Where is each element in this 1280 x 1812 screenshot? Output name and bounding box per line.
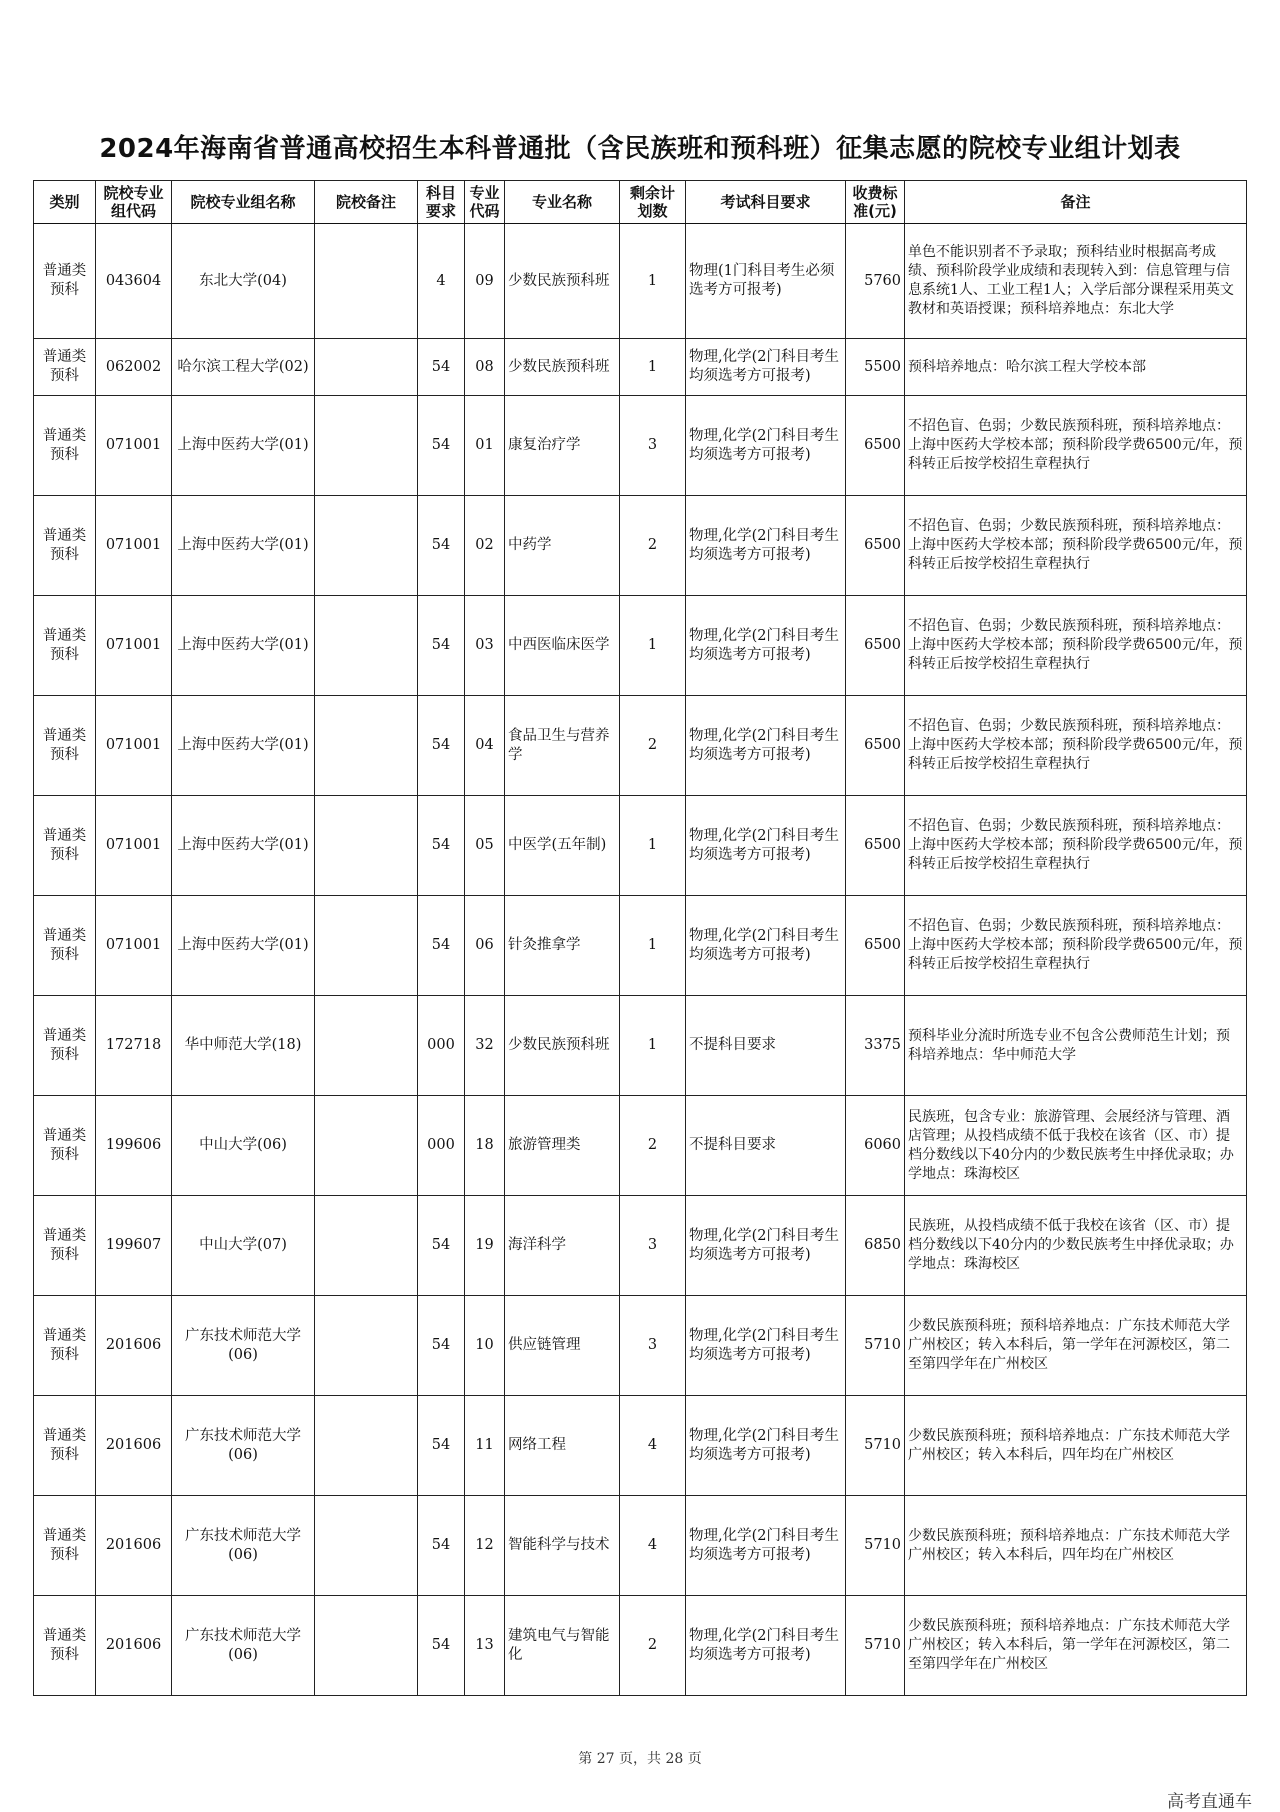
note-cell: 不招色盲、色弱；少数民族预科班，预科培养地点：上海中医药大学校本部；预科阶段学费6500元/年，预科转正后按学校招生章程执行 bbox=[905, 496, 1247, 596]
group-code-cell: 071001 bbox=[96, 396, 172, 496]
major-code-cell: 12 bbox=[465, 1496, 505, 1596]
exam-req-cell: 物理,化学(2门科目考生均须选考方可报考) bbox=[686, 339, 846, 396]
fee-cell: 5760 bbox=[846, 224, 905, 339]
note-cell: 不招色盲、色弱；少数民族预科班，预科培养地点：上海中医药大学校本部；预科阶段学费6500元/年，预科转正后按学校招生章程执行 bbox=[905, 396, 1247, 496]
major-name-cell: 旅游管理类 bbox=[505, 1096, 620, 1196]
table-row bbox=[34, 596, 1247, 696]
exam-req-cell: 物理,化学(2门科目考生均须选考方可报考) bbox=[686, 596, 846, 696]
major-code-cell: 08 bbox=[465, 339, 505, 396]
table-row bbox=[34, 224, 1247, 339]
fee-cell: 5710 bbox=[846, 1496, 905, 1596]
exam-req-cell: 物理,化学(2门科目考生均须选考方可报考) bbox=[686, 1196, 846, 1296]
group-name-cell: 上海中医药大学(01) bbox=[172, 596, 315, 696]
table-row bbox=[34, 1096, 1247, 1196]
category-cell: 普通类预科 bbox=[34, 396, 96, 496]
category-cell: 普通类预科 bbox=[34, 696, 96, 796]
major-code-cell: 02 bbox=[465, 496, 505, 596]
exam-req-cell: 物理,化学(2门科目考生均须选考方可报考) bbox=[686, 796, 846, 896]
subject-req-cell: 54 bbox=[418, 1496, 465, 1596]
group-code-cell: 201606 bbox=[96, 1396, 172, 1496]
major-code-cell: 05 bbox=[465, 796, 505, 896]
major-code-cell: 13 bbox=[465, 1596, 505, 1696]
group-name-cell: 上海中医药大学(01) bbox=[172, 896, 315, 996]
major-code-cell: 06 bbox=[465, 896, 505, 996]
school-note-cell bbox=[315, 339, 418, 396]
subject-req-cell: 000 bbox=[418, 996, 465, 1096]
column-header: 剩余计划数 bbox=[620, 181, 686, 224]
group-name-cell: 华中师范大学(18) bbox=[172, 996, 315, 1096]
major-name-cell: 康复治疗学 bbox=[505, 396, 620, 496]
exam-req-cell: 不提科目要求 bbox=[686, 996, 846, 1096]
school-note-cell bbox=[315, 996, 418, 1096]
group-name-cell: 中山大学(06) bbox=[172, 1096, 315, 1196]
major-code-cell: 11 bbox=[465, 1396, 505, 1496]
column-header: 备注 bbox=[905, 181, 1247, 224]
remaining-cell: 4 bbox=[620, 1496, 686, 1596]
note-cell: 单色不能识别者不予录取；预科结业时根据高考成绩、预科阶段学业成绩和表现转入到：信息管理与信息系统1人、工业工程1人；入学后部分课程采用英文教材和英语授课；预科培养地点：东北大学 bbox=[905, 224, 1247, 339]
table-row bbox=[34, 1296, 1247, 1396]
fee-cell: 6500 bbox=[846, 396, 905, 496]
major-name-cell: 食品卫生与营养学 bbox=[505, 696, 620, 796]
category-cell: 普通类预科 bbox=[34, 1396, 96, 1496]
group-code-cell: 199607 bbox=[96, 1196, 172, 1296]
remaining-cell: 1 bbox=[620, 224, 686, 339]
category-cell: 普通类预科 bbox=[34, 1096, 96, 1196]
group-code-cell: 071001 bbox=[96, 896, 172, 996]
major-code-cell: 10 bbox=[465, 1296, 505, 1396]
major-name-cell: 中西医临床医学 bbox=[505, 596, 620, 696]
column-header: 考试科目要求 bbox=[686, 181, 846, 224]
remaining-cell: 4 bbox=[620, 1396, 686, 1496]
fee-cell: 6500 bbox=[846, 696, 905, 796]
major-code-cell: 03 bbox=[465, 596, 505, 696]
category-cell: 普通类预科 bbox=[34, 896, 96, 996]
major-name-cell: 供应链管理 bbox=[505, 1296, 620, 1396]
group-name-cell: 哈尔滨工程大学(02) bbox=[172, 339, 315, 396]
note-cell: 民族班，包含专业：旅游管理、会展经济与管理、酒店管理；从投档成绩不低于我校在该省（区、市）提档分数线以下40分内的少数民族考生中择优录取；办学地点：珠海校区 bbox=[905, 1096, 1247, 1196]
category-cell: 普通类预科 bbox=[34, 339, 96, 396]
remaining-cell: 2 bbox=[620, 1596, 686, 1696]
column-header: 院校备注 bbox=[315, 181, 418, 224]
group-name-cell: 中山大学(07) bbox=[172, 1196, 315, 1296]
table-row bbox=[34, 1196, 1247, 1296]
subject-req-cell: 54 bbox=[418, 1296, 465, 1396]
remaining-cell: 2 bbox=[620, 696, 686, 796]
school-note-cell bbox=[315, 1096, 418, 1196]
table-row bbox=[34, 996, 1247, 1096]
fee-cell: 6500 bbox=[846, 796, 905, 896]
remaining-cell: 1 bbox=[620, 596, 686, 696]
exam-req-cell: 物理,化学(2门科目考生均须选考方可报考) bbox=[686, 896, 846, 996]
remaining-cell: 3 bbox=[620, 1296, 686, 1396]
fee-cell: 5500 bbox=[846, 339, 905, 396]
subject-req-cell: 54 bbox=[418, 696, 465, 796]
table-row bbox=[34, 1496, 1247, 1596]
group-name-cell: 广东技术师范大学(06) bbox=[172, 1496, 315, 1596]
major-code-cell: 32 bbox=[465, 996, 505, 1096]
major-code-cell: 19 bbox=[465, 1196, 505, 1296]
column-header: 收费标准(元) bbox=[846, 181, 905, 224]
major-code-cell: 09 bbox=[465, 224, 505, 339]
table-row bbox=[34, 396, 1247, 496]
exam-req-cell: 物理,化学(2门科目考生均须选考方可报考) bbox=[686, 1496, 846, 1596]
subject-req-cell: 54 bbox=[418, 1596, 465, 1696]
group-code-cell: 172718 bbox=[96, 996, 172, 1096]
exam-req-cell: 物理,化学(2门科目考生均须选考方可报考) bbox=[686, 1396, 846, 1496]
subject-req-cell: 4 bbox=[418, 224, 465, 339]
category-cell: 普通类预科 bbox=[34, 596, 96, 696]
exam-req-cell: 物理,化学(2门科目考生均须选考方可报考) bbox=[686, 396, 846, 496]
note-cell: 少数民族预科班；预科培养地点：广东技术师范大学广州校区；转入本科后，四年均在广州校区 bbox=[905, 1496, 1247, 1596]
group-name-cell: 广东技术师范大学(06) bbox=[172, 1396, 315, 1496]
page-footer: 第 27 页，共 28 页 bbox=[578, 1751, 702, 1767]
remaining-cell: 2 bbox=[620, 1096, 686, 1196]
group-name-cell: 上海中医药大学(01) bbox=[172, 496, 315, 596]
table-row bbox=[34, 496, 1247, 596]
note-cell: 不招色盲、色弱；少数民族预科班，预科培养地点：上海中医药大学校本部；预科阶段学费6500元/年，预科转正后按学校招生章程执行 bbox=[905, 796, 1247, 896]
column-header: 类别 bbox=[34, 181, 96, 224]
table-row bbox=[34, 796, 1247, 896]
group-name-cell: 上海中医药大学(01) bbox=[172, 696, 315, 796]
column-header: 专业名称 bbox=[505, 181, 620, 224]
column-header: 院校专业组名称 bbox=[172, 181, 315, 224]
group-code-cell: 071001 bbox=[96, 696, 172, 796]
remaining-cell: 2 bbox=[620, 496, 686, 596]
group-code-cell: 062002 bbox=[96, 339, 172, 396]
group-code-cell: 201606 bbox=[96, 1596, 172, 1696]
major-name-cell: 针灸推拿学 bbox=[505, 896, 620, 996]
column-header: 专业代码 bbox=[465, 181, 505, 224]
table-row bbox=[34, 696, 1247, 796]
school-note-cell bbox=[315, 796, 418, 896]
table-row bbox=[34, 896, 1247, 996]
school-note-cell bbox=[315, 1396, 418, 1496]
group-code-cell: 201606 bbox=[96, 1296, 172, 1396]
fee-cell: 6500 bbox=[846, 896, 905, 996]
table-body bbox=[34, 224, 1247, 1696]
major-name-cell: 网络工程 bbox=[505, 1396, 620, 1496]
note-cell: 少数民族预科班；预科培养地点：广东技术师范大学广州校区；转入本科后，第一学年在河源校区，第二至第四学年在广州校区 bbox=[905, 1596, 1247, 1696]
remaining-cell: 1 bbox=[620, 339, 686, 396]
fee-cell: 6060 bbox=[846, 1096, 905, 1196]
subject-req-cell: 54 bbox=[418, 796, 465, 896]
school-note-cell bbox=[315, 224, 418, 339]
fee-cell: 6850 bbox=[846, 1196, 905, 1296]
note-cell: 不招色盲、色弱；少数民族预科班，预科培养地点：上海中医药大学校本部；预科阶段学费6500元/年，预科转正后按学校招生章程执行 bbox=[905, 696, 1247, 796]
fee-cell: 6500 bbox=[846, 596, 905, 696]
category-cell: 普通类预科 bbox=[34, 1196, 96, 1296]
major-name-cell: 智能科学与技术 bbox=[505, 1496, 620, 1596]
remaining-cell: 3 bbox=[620, 1196, 686, 1296]
group-name-cell: 广东技术师范大学(06) bbox=[172, 1596, 315, 1696]
category-cell: 普通类预科 bbox=[34, 1496, 96, 1596]
major-code-cell: 18 bbox=[465, 1096, 505, 1196]
group-code-cell: 043604 bbox=[96, 224, 172, 339]
group-name-cell: 东北大学(04) bbox=[172, 224, 315, 339]
exam-req-cell: 不提科目要求 bbox=[686, 1096, 846, 1196]
exam-req-cell: 物理(1门科目考生必须选考方可报考) bbox=[686, 224, 846, 339]
school-note-cell bbox=[315, 596, 418, 696]
category-cell: 普通类预科 bbox=[34, 1296, 96, 1396]
major-code-cell: 04 bbox=[465, 696, 505, 796]
note-cell: 少数民族预科班；预科培养地点：广东技术师范大学广州校区；转入本科后，第一学年在河源校区，第二至第四学年在广州校区 bbox=[905, 1296, 1247, 1396]
subject-req-cell: 54 bbox=[418, 596, 465, 696]
fee-cell: 5710 bbox=[846, 1396, 905, 1496]
table-header-row bbox=[34, 181, 1247, 224]
exam-req-cell: 物理,化学(2门科目考生均须选考方可报考) bbox=[686, 696, 846, 796]
subject-req-cell: 54 bbox=[418, 1396, 465, 1496]
remaining-cell: 1 bbox=[620, 896, 686, 996]
school-note-cell bbox=[315, 1196, 418, 1296]
exam-req-cell: 物理,化学(2门科目考生均须选考方可报考) bbox=[686, 1596, 846, 1696]
note-cell: 预科培养地点：哈尔滨工程大学校本部 bbox=[905, 339, 1247, 396]
major-name-cell: 中医学(五年制) bbox=[505, 796, 620, 896]
school-note-cell bbox=[315, 696, 418, 796]
subject-req-cell: 54 bbox=[418, 1196, 465, 1296]
column-header: 院校专业组代码 bbox=[96, 181, 172, 224]
table-row bbox=[34, 1596, 1247, 1696]
subject-req-cell: 54 bbox=[418, 396, 465, 496]
group-code-cell: 071001 bbox=[96, 796, 172, 896]
school-note-cell bbox=[315, 1296, 418, 1396]
major-name-cell: 少数民族预科班 bbox=[505, 996, 620, 1096]
group-code-cell: 201606 bbox=[96, 1496, 172, 1596]
major-code-cell: 01 bbox=[465, 396, 505, 496]
page-title: 2024年海南省普通高校招生本科普通批（含民族班和预科班）征集志愿的院校专业组计划表 bbox=[99, 134, 1181, 164]
note-cell: 预科毕业分流时所选专业不包含公费师范生计划；预科培养地点：华中师范大学 bbox=[905, 996, 1247, 1096]
major-name-cell: 少数民族预科班 bbox=[505, 339, 620, 396]
school-note-cell bbox=[315, 1596, 418, 1696]
major-name-cell: 少数民族预科班 bbox=[505, 224, 620, 339]
exam-req-cell: 物理,化学(2门科目考生均须选考方可报考) bbox=[686, 1296, 846, 1396]
group-name-cell: 上海中医药大学(01) bbox=[172, 396, 315, 496]
note-cell: 不招色盲、色弱；少数民族预科班，预科培养地点：上海中医药大学校本部；预科阶段学费6500元/年，预科转正后按学校招生章程执行 bbox=[905, 596, 1247, 696]
fee-cell: 6500 bbox=[846, 496, 905, 596]
major-name-cell: 中药学 bbox=[505, 496, 620, 596]
group-code-cell: 071001 bbox=[96, 596, 172, 696]
subject-req-cell: 54 bbox=[418, 896, 465, 996]
subject-req-cell: 54 bbox=[418, 339, 465, 396]
category-cell: 普通类预科 bbox=[34, 1596, 96, 1696]
remaining-cell: 1 bbox=[620, 996, 686, 1096]
exam-req-cell: 物理,化学(2门科目考生均须选考方可报考) bbox=[686, 496, 846, 596]
school-note-cell bbox=[315, 396, 418, 496]
group-code-cell: 071001 bbox=[96, 496, 172, 596]
table-row bbox=[34, 1396, 1247, 1496]
group-name-cell: 上海中医药大学(01) bbox=[172, 796, 315, 896]
category-cell: 普通类预科 bbox=[34, 496, 96, 596]
remaining-cell: 3 bbox=[620, 396, 686, 496]
fee-cell: 5710 bbox=[846, 1296, 905, 1396]
subject-req-cell: 000 bbox=[418, 1096, 465, 1196]
category-cell: 普通类预科 bbox=[34, 224, 96, 339]
note-cell: 少数民族预科班；预科培养地点：广东技术师范大学广州校区；转入本科后，四年均在广州校区 bbox=[905, 1396, 1247, 1496]
category-cell: 普通类预科 bbox=[34, 796, 96, 896]
major-name-cell: 建筑电气与智能化 bbox=[505, 1596, 620, 1696]
group-code-cell: 199606 bbox=[96, 1096, 172, 1196]
remaining-cell: 1 bbox=[620, 796, 686, 896]
fee-cell: 5710 bbox=[846, 1596, 905, 1696]
column-header: 科目要求 bbox=[418, 181, 465, 224]
subject-req-cell: 54 bbox=[418, 496, 465, 596]
table-row bbox=[34, 339, 1247, 396]
major-name-cell: 海洋科学 bbox=[505, 1196, 620, 1296]
watermark: 高考直通车 bbox=[1167, 1792, 1252, 1812]
fee-cell: 3375 bbox=[846, 996, 905, 1096]
school-note-cell bbox=[315, 896, 418, 996]
group-name-cell: 广东技术师范大学(06) bbox=[172, 1296, 315, 1396]
note-cell: 民族班，从投档成绩不低于我校在该省（区、市）提档分数线以下40分内的少数民族考生中择优录取；办学地点：珠海校区 bbox=[905, 1196, 1247, 1296]
school-note-cell bbox=[315, 496, 418, 596]
plan-table bbox=[33, 180, 1247, 1696]
school-note-cell bbox=[315, 1496, 418, 1596]
category-cell: 普通类预科 bbox=[34, 996, 96, 1096]
note-cell: 不招色盲、色弱；少数民族预科班，预科培养地点：上海中医药大学校本部；预科阶段学费6500元/年，预科转正后按学校招生章程执行 bbox=[905, 896, 1247, 996]
